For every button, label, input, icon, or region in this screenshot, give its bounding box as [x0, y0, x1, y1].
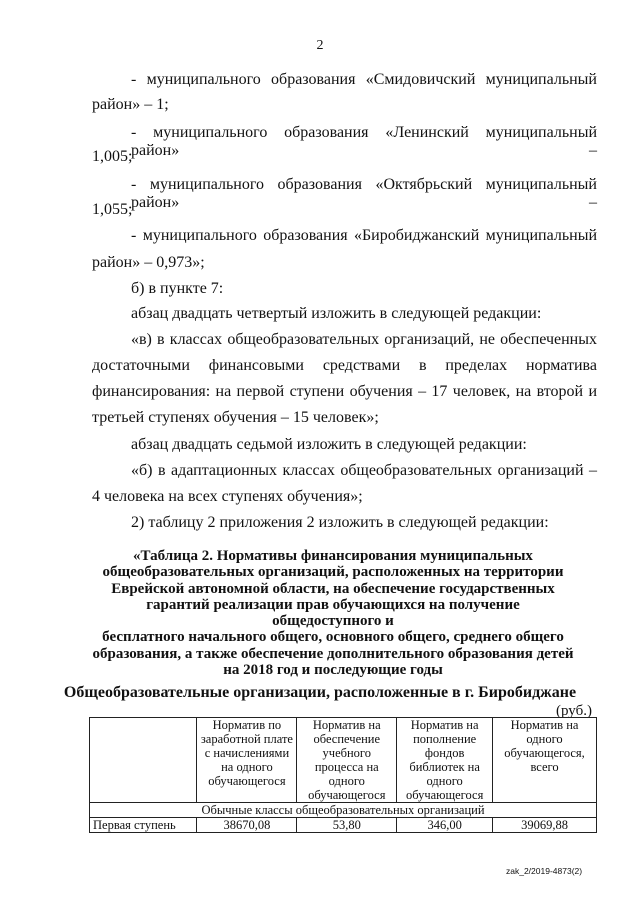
- table-title-line: на 2018 год и последующие годы: [223, 662, 443, 679]
- paragraph-line: б) в пункте 7:: [131, 280, 224, 297]
- table-section-label: Обычные классы общеобразовательных организаций: [90, 803, 597, 818]
- table-subtitle: Общеобразовательные организации, расположенные в г. Биробиджане: [63, 684, 577, 701]
- footer-code: zak_2/2019-4873(2): [506, 866, 583, 876]
- table-section-row: [90, 803, 597, 818]
- paragraph-line: район» – 1;: [92, 96, 169, 113]
- table-title-line: бесплатного начального общего, основного общего, среднего общего: [102, 629, 564, 646]
- table-header-cell: Норматив по заработной плате с начислениями на одного обучающегося: [197, 718, 297, 803]
- paragraph-line: абзац двадцать седьмой изложить в следующей редакции:: [131, 436, 527, 453]
- paragraph-line: - муниципального образования «Смидовичский муниципальный: [131, 71, 597, 88]
- norms-table: [89, 717, 597, 833]
- row-label: Первая ступень: [90, 818, 197, 833]
- table-title-line: общеобразовательных организаций, расположенных на территории: [102, 564, 564, 581]
- paragraph-line: 2) таблицу 2 приложения 2 изложить в следующей редакции:: [131, 514, 549, 531]
- paragraph-line: финансирования: на первой ступени обучения – 17 человек, на второй и: [92, 383, 597, 400]
- table-title-line: гарантий реализации прав обучающихся на получение общедоступного и: [146, 596, 520, 630]
- table-title-line: Еврейской автономной области, на обеспечение государственных: [111, 580, 555, 597]
- table-cell: 346,00: [397, 818, 493, 833]
- table-header-cell: Норматив на одного обучающегося, всего: [493, 718, 597, 803]
- paragraph-line: - муниципального образования «Октябрьский муниципальный район» –: [131, 176, 597, 211]
- paragraph-line: район» – 0,973»;: [92, 254, 205, 271]
- table-header-cell: Норматив на пополнение фондов библиотек на одного обучающегося: [397, 718, 493, 803]
- paragraph-line: - муниципального образования «Биробиджанский муниципальный: [131, 227, 597, 244]
- paragraph-line: 1,005;: [92, 148, 133, 165]
- paragraph-line: «в) в классах общеобразовательных организаций, не обеспеченных: [131, 331, 597, 348]
- paragraph-line: 1,055;: [92, 201, 133, 218]
- paragraph-line: 4 человека на всех ступенях обучения»;: [92, 488, 363, 505]
- table-cell: 39069,88: [493, 818, 597, 833]
- paragraph-line: «б) в адаптационных классах общеобразовательных организаций –: [131, 462, 597, 479]
- table-title-line: «Таблица 2. Нормативы финансирования муниципальных: [133, 548, 533, 564]
- table-header-row: [90, 718, 597, 803]
- table-title-line: образования, а также обеспечение дополнительного образования детей: [92, 645, 574, 662]
- unit-label: (руб.): [556, 703, 592, 719]
- paragraph-line: - муниципального образования «Ленинский муниципальный район» –: [131, 124, 597, 159]
- table-cell: 38670,08: [197, 818, 297, 833]
- page-number: 2: [316, 38, 324, 53]
- paragraph-line: третьей ступенях обучения – 15 человек»;: [92, 409, 379, 426]
- paragraph-line: достаточными финансовыми средствами в пределах норматива: [92, 357, 597, 374]
- paragraph-line: абзац двадцать четвертый изложить в следующей редакции:: [131, 305, 542, 322]
- table-title: [92, 548, 574, 678]
- table-header-cell: [90, 718, 197, 803]
- table-row: [90, 818, 597, 833]
- table-cell: 53,80: [297, 818, 397, 833]
- table-header-cell: Норматив на обеспечение учебного процесса на одного обучающегося: [297, 718, 397, 803]
